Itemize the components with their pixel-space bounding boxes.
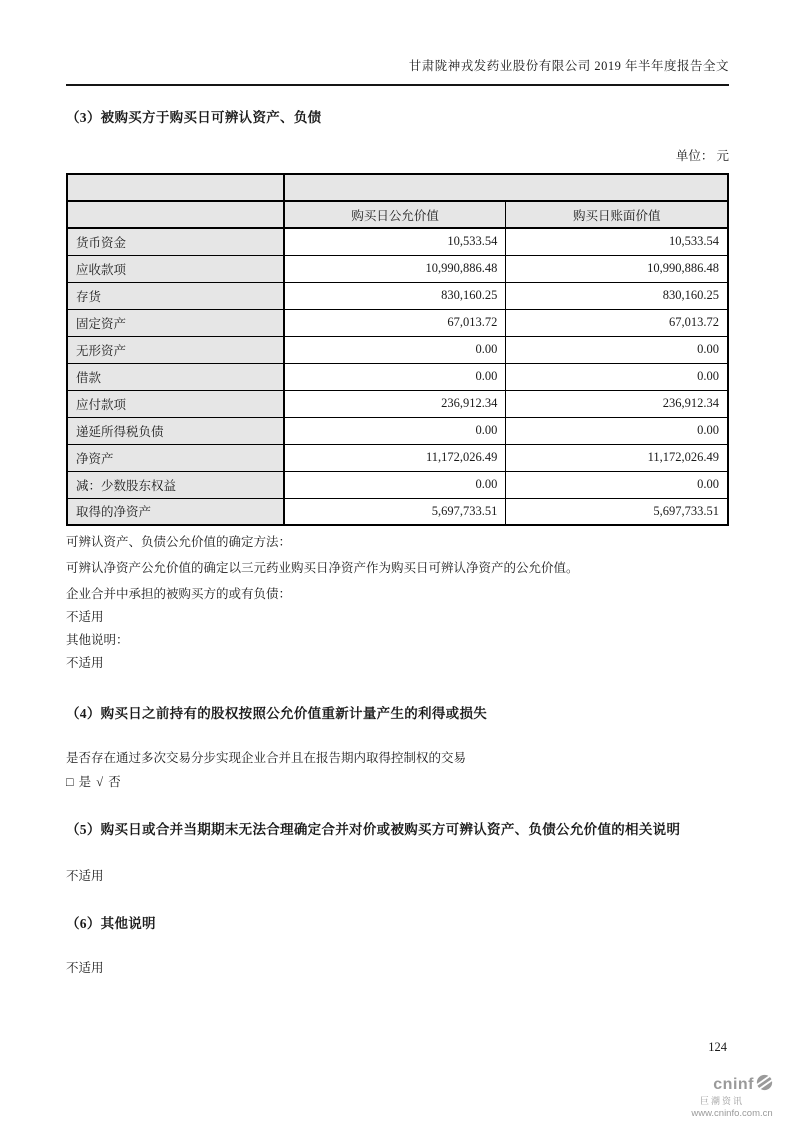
header-item-cell (67, 201, 284, 228)
cninfo-url: www.cninfo.com.cn (691, 1108, 773, 1119)
note-method-title: 可辨认资产、负债公允价值的确定方法： (66, 535, 292, 549)
row-item-label: 取得的净资产 (67, 498, 284, 525)
cninfo-swirl-icon (756, 1074, 773, 1095)
table-row (67, 228, 728, 255)
note-other-body: 不适用 (66, 656, 104, 670)
row-item-label: 无形资产 (67, 336, 284, 363)
table-row (67, 282, 728, 309)
document-header-title: 甘肃陇神戎发药业股份有限公司 2019 年半年度报告全文 (408, 59, 729, 73)
cninfo-brand-text: cninf (713, 1075, 754, 1093)
row-fair-value: 0.00 (284, 363, 506, 390)
identifiable-assets-table (66, 173, 729, 526)
table-row (67, 336, 728, 363)
note-contingent-title: 企业合并中承担的被购买方的或有负债： (66, 587, 292, 601)
section-6-body: 不适用 (66, 961, 104, 976)
row-book-value: 0.00 (506, 336, 728, 363)
row-fair-value: 0.00 (284, 471, 506, 498)
row-book-value: 0.00 (506, 417, 728, 444)
section-3-title: （3）被购买方于购买日可辨认资产、负债 (66, 110, 322, 125)
row-item-label: 减：少数股东权益 (67, 471, 284, 498)
row-fair-value: 5,697,733.51 (284, 498, 506, 525)
row-fair-value: 0.00 (284, 417, 506, 444)
table-row (67, 498, 728, 525)
document-header (66, 0, 729, 86)
section-4-answer-options: □ 是 √ 否 (66, 775, 122, 789)
section-6-title: （6）其他说明 (66, 916, 156, 932)
row-book-value: 0.00 (506, 363, 728, 390)
row-fair-value: 10,533.54 (284, 228, 506, 255)
row-book-value: 67,013.72 (506, 309, 728, 336)
row-fair-value: 830,160.25 (284, 282, 506, 309)
note-method-body: 可辨认净资产公允价值的确定以三元药业购买日净资产作为购买日可辨认净资产的公允价值。 (66, 561, 579, 575)
row-book-value: 236,912.34 (506, 390, 728, 417)
table-header-row (67, 201, 728, 228)
table-header-row-blank (67, 174, 728, 201)
table-row (67, 444, 728, 471)
row-item-label: 递延所得税负债 (67, 417, 284, 444)
cninfo-logo (677, 1074, 787, 1119)
row-item-label: 借款 (67, 363, 284, 390)
section-5-body: 不适用 (66, 869, 104, 884)
table-row (67, 417, 728, 444)
table-row (67, 471, 728, 498)
cninfo-chinese-name: 巨潮资讯 (699, 1096, 744, 1106)
row-fair-value: 10,990,886.48 (284, 255, 506, 282)
row-item-label: 固定资产 (67, 309, 284, 336)
row-item-label: 货币资金 (67, 228, 284, 255)
unit-label: 单位： 元 (675, 149, 729, 163)
row-book-value: 830,160.25 (506, 282, 728, 309)
section-5-title: （5）购买日或合并当期期末无法合理确定合并对价或被购买方可辨认资产、负债公允价值的相关说明 (66, 822, 681, 837)
header-blank-span-cell (284, 174, 728, 201)
row-item-label: 净资产 (67, 444, 284, 471)
note-other-title: 其他说明： (66, 633, 129, 647)
cninfo-brand-row (677, 1074, 787, 1095)
row-item-label: 存货 (67, 282, 284, 309)
row-book-value: 11,172,026.49 (506, 444, 728, 471)
table-row (67, 309, 728, 336)
table-row (67, 390, 728, 417)
header-fair-value-cell: 购买日公允价值 (284, 201, 506, 228)
page-number: 124 (708, 1040, 727, 1054)
note-contingent-body: 不适用 (66, 610, 104, 624)
row-book-value: 5,697,733.51 (506, 498, 728, 525)
section-4-title: （4）购买日之前持有的股权按照公允价值重新计量产生的利得或损失 (66, 706, 488, 721)
row-fair-value: 236,912.34 (284, 390, 506, 417)
row-book-value: 0.00 (506, 471, 728, 498)
header-blank-item-cell (67, 174, 284, 201)
row-book-value: 10,990,886.48 (506, 255, 728, 282)
table-row (67, 255, 728, 282)
row-fair-value: 67,013.72 (284, 309, 506, 336)
row-item-label: 应付款项 (67, 390, 284, 417)
row-book-value: 10,533.54 (506, 228, 728, 255)
header-book-value-cell: 购买日账面价值 (506, 201, 728, 228)
table-row (67, 363, 728, 390)
section-4-question: 是否存在通过多次交易分步实现企业合并且在报告期内取得控制权的交易 (66, 751, 467, 765)
row-fair-value: 11,172,026.49 (284, 444, 506, 471)
row-fair-value: 0.00 (284, 336, 506, 363)
row-item-label: 应收款项 (67, 255, 284, 282)
